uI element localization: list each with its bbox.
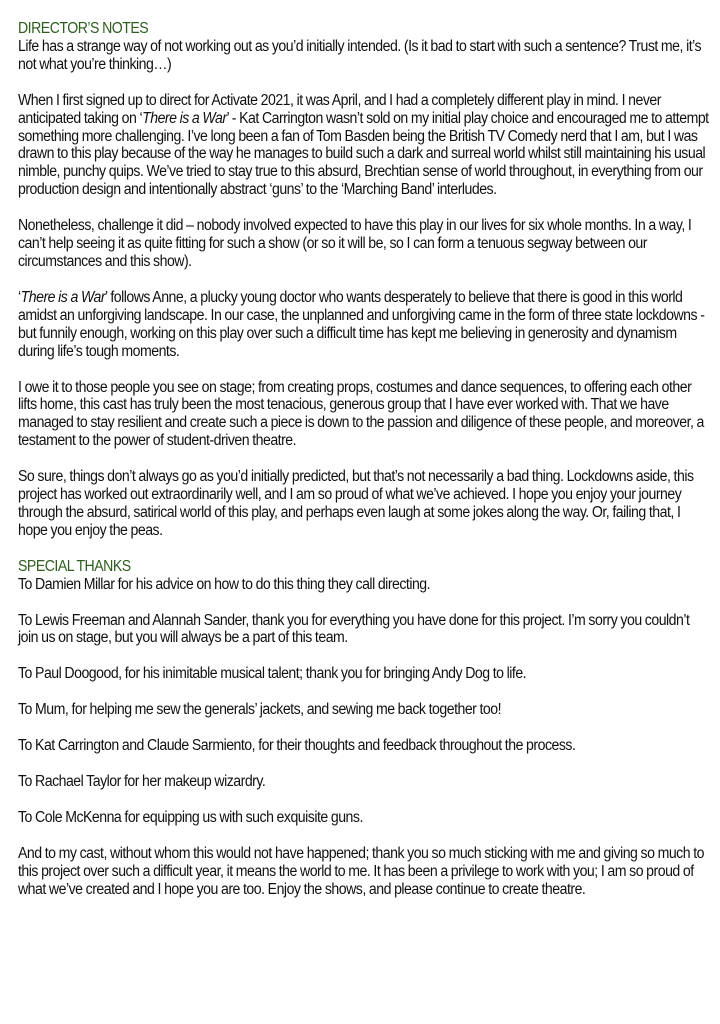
paragraph-2-text-b: ’ - Kat Carrington wasn’t sold on my initial play choice and encouraged me to attempt something more challenging. I’ve long been a fan of Tom Basden being the British TV Comedy nerd that I am, but I was drawn to this play because of the way he manages to build such a dark and surreal world whilst still maintaining his usual nimble, punchy quips. We’ve tried to stay true to this absurd, Brechtian sense of world throughout, in everything from our production design and intentionally abstract ‘guns’ to the ‘Marching Band’ interludes. xyxy=(18,109,709,199)
directors-notes-paragraph-1: Life has a strange way of not working out as you’d initially intended. (Is it bad to start with such a sentence? Trust me, it’s not what you’re thinking…) xyxy=(18,37,702,73)
thanks-item: To Paul Doogood, for his inimitable musical talent; thank you for bringing Andy Dog to life. xyxy=(18,665,527,683)
paragraph-4-text-a: ‘ xyxy=(18,288,21,306)
thanks-item: And to my cast, without whom this would not have happened; thank you so much sticking with me and giving so much to this project over such a difficult year, it means the world to me. It has been a privilege to work with you; I am so proud of what we’ve created and I hope you are too. Enjoy the shows, and please continue to create theatre. xyxy=(18,844,704,898)
directors-notes-paragraph-4 xyxy=(18,289,711,361)
directors-notes-heading: DIRECTOR’S NOTES xyxy=(18,20,149,37)
thanks-item: To Cole McKenna for equipping us with such exquisite guns. xyxy=(18,809,363,826)
thanks-item: To Kat Carrington and Claude Sarmiento, for their thoughts and feedback throughout the process. xyxy=(18,737,576,755)
thanks-item: To Rachael Taylor for her makeup wizardry. xyxy=(18,773,266,791)
paragraph-4-text-b: ’ follows Anne, a plucky young doctor who wants desperately to believe that there is good in this world amidst an unforgiving landscape. In our case, the unplanned and unforgiving came in the form of three state lockdowns - but funnily enough, working on this play over such a difficult time has kept me believing in generosity and dynamism during life’s tough moments. xyxy=(18,288,705,360)
directors-notes-paragraph-6: So sure, things don’t always go as you’d initially predicted, but that’s not necessarily a bad thing. Lockdowns aside, this project has worked out extraordinarily well, and I am so proud of what we’ve achieved. I hope you enjoy your journey through the absurd, satirical world of this play, and perhaps even laugh at some jokes along the way. Or, failing that, I hope you enjoy the peas. xyxy=(18,468,694,539)
thanks-item: To Mum, for helping me sew the generals’ jackets, and sewing me back together too! xyxy=(18,701,502,719)
directors-notes-section xyxy=(18,20,711,540)
special-thanks-heading: SPECIAL THANKS xyxy=(18,557,131,575)
directors-notes-paragraph-5: I owe it to those people you see on stage; from creating props, costumes and dance sequences, to offering each other lifts home, this cast has truly been the most tenacious, generous group that I have ever worked with. That we have managed to stay resilient and create such a piece is down to the passion and diligence of these people, and moreover, a testament to the power of student-driven theatre. xyxy=(18,378,704,450)
play-title: There is a War xyxy=(20,288,106,306)
play-title: There is a War xyxy=(142,109,227,127)
special-thanks-section xyxy=(18,558,711,899)
directors-notes-paragraph-2 xyxy=(18,92,711,199)
program-page xyxy=(18,20,711,917)
thanks-item: To Lewis Freeman and Alannah Sander, thank you for everything you have done for this project. I’m sorry you couldn’t join us on stage, but you will always be a part of this team. xyxy=(18,611,690,647)
directors-notes-paragraph-3: Nonetheless, challenge it did – nobody involved expected to have this play in our lives for six whole months. In a way, I can’t help seeing it as quite fitting for such a show (or so it will be, so I can form a tenuous segway between our circumstances and this show). xyxy=(18,217,692,270)
paragraph-2-text-a: When I first signed up to direct for Activate 2021, it was April, and I had a completely different play in mind. I never anticipated taking on ‘ xyxy=(18,91,661,127)
thanks-item: To Damien Millar for his advice on how to do this thing they call directing. xyxy=(18,575,431,593)
